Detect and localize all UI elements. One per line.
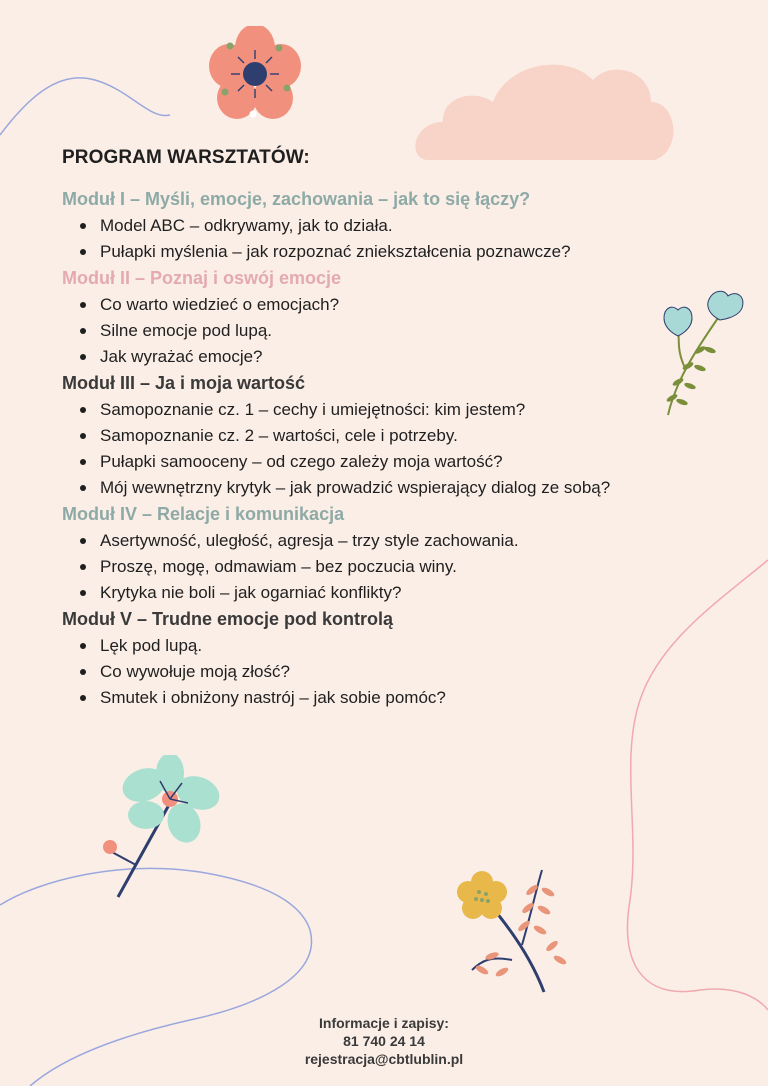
topic-item: Smutek i obniżony nastrój – jak sobie pomóc? (100, 685, 742, 711)
topic-item: Proszę, mogę, odmawiam – bez poczucia winy. (100, 554, 742, 580)
topic-item: Pułapki samooceny – od czego zależy moja wartość? (100, 449, 742, 475)
topic-list (62, 397, 742, 501)
topic-item: Jak wyrażać emocje? (100, 344, 742, 370)
module-4 (62, 501, 742, 606)
topic-list (62, 528, 742, 606)
module-heading: Moduł III – Ja i moja wartość (62, 373, 306, 393)
page-title: PROGRAM WARSZTATÓW: (62, 147, 310, 168)
module-heading: Moduł I – Myśli, emocje, zachowania – jak to się łączy? (62, 189, 531, 209)
contact-footer (0, 1014, 768, 1068)
contact-phone: 81 740 24 14 (343, 1033, 425, 1049)
mint-flower-icon (96, 755, 226, 905)
module-3 (62, 370, 742, 501)
topic-item: Co wywołuje moją złość? (100, 659, 742, 685)
contact-label: Informacje i zapisy: (319, 1015, 449, 1031)
module-5 (62, 606, 742, 711)
coral-flower-icon (203, 26, 307, 126)
topic-item: Model ABC – odkrywamy, jak to działa. (100, 213, 742, 239)
topic-item: Samopoznanie cz. 1 – cechy i umiejętności: kim jestem? (100, 397, 742, 423)
topic-list (62, 633, 742, 711)
module-2 (62, 265, 742, 370)
module-heading: Moduł V – Trudne emocje pod kontrolą (62, 609, 394, 629)
module-1 (62, 186, 742, 265)
topic-item: Krytyka nie boli – jak ogarniać konflikty? (100, 580, 742, 606)
blue-curve-top-left (0, 78, 170, 135)
topic-item: Pułapki myślenia – jak rozpoznać zniekształcenia poznawcze? (100, 239, 742, 265)
contact-email: rejestracja@cbtlublin.pl (304, 1051, 464, 1067)
topic-item: Co warto wiedzieć o emocjach? (100, 292, 742, 318)
yellow-flower-with-leaves-icon (452, 860, 572, 1000)
topic-item: Asertywność, uległość, agresja – trzy style zachowania. (100, 528, 742, 554)
module-heading: Moduł IV – Relacje i komunikacja (62, 504, 345, 524)
cloud-icon (415, 40, 675, 170)
topic-list (62, 292, 742, 370)
module-heading: Moduł II – Poznaj i oswój emocje (62, 268, 342, 288)
topic-item: Mój wewnętrzny krytyk – jak prowadzić wspierający dialog ze sobą? (100, 475, 742, 501)
workshop-program (62, 186, 742, 711)
topic-item: Lęk pod lupą. (100, 633, 742, 659)
topic-item: Silne emocje pod lupą. (100, 318, 742, 344)
topic-item: Samopoznanie cz. 2 – wartości, cele i potrzeby. (100, 423, 742, 449)
topic-list (62, 213, 742, 265)
